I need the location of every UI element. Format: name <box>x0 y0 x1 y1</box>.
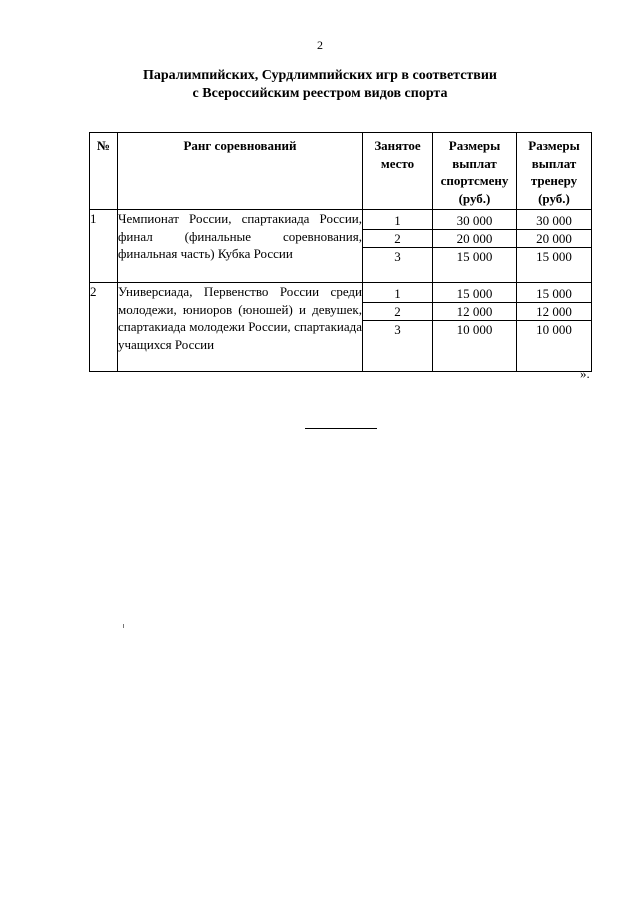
coach-amount: 30 000 <box>517 212 591 230</box>
title-line-1: Паралимпийских, Сурдлимпийских игр в соответствии <box>142 68 498 83</box>
table-row <box>90 210 592 283</box>
athlete-amount: 12 000 <box>433 303 516 321</box>
place-value: 2 <box>363 303 432 321</box>
place-value: 1 <box>363 285 432 303</box>
scan-speck <box>123 624 124 628</box>
coach-amount: 12 000 <box>517 303 591 321</box>
header-num: № <box>90 133 118 210</box>
coach-amount: 20 000 <box>517 230 591 248</box>
row-num: 1 <box>90 210 118 283</box>
place-cell <box>363 210 433 283</box>
athlete-amount: 15 000 <box>456 249 493 264</box>
end-divider <box>305 428 377 429</box>
header-athlete: Размеры выплат спортсмену (руб.) <box>433 133 517 210</box>
table-row <box>90 283 592 372</box>
coach-amount: 10 000 <box>536 322 572 337</box>
athlete-cell <box>433 210 517 283</box>
rank-text: Универсиада, Первенство России среди молодежи, юниоров (юношей) и девушек, спартакиада молодежи России, спартакиада учащихся России <box>118 284 362 352</box>
coach-cell <box>517 283 592 372</box>
athlete-amount: 10 000 <box>456 322 493 337</box>
place-cell <box>363 283 433 372</box>
title-line-2: с Всероссийским реестром видов спорта <box>192 86 448 101</box>
row-num: 2 <box>90 283 118 372</box>
place-value: 3 <box>394 322 401 337</box>
page-number: 2 <box>317 38 323 52</box>
row-rank <box>118 210 363 283</box>
athlete-amount: 15 000 <box>433 285 516 303</box>
coach-amount: 15 000 <box>517 285 591 303</box>
place-value: 3 <box>394 249 401 264</box>
table-header-row <box>90 133 592 210</box>
closing-quote: ». <box>580 366 590 381</box>
athlete-amount: 20 000 <box>433 230 516 248</box>
coach-amount: 15 000 <box>536 249 572 264</box>
awards-table <box>89 132 592 372</box>
header-place: Занятое место <box>363 133 433 210</box>
place-value: 2 <box>363 230 432 248</box>
coach-cell <box>517 210 592 283</box>
athlete-cell <box>433 283 517 372</box>
place-value: 1 <box>363 212 432 230</box>
header-rank: Ранг соревнований <box>118 133 363 210</box>
document-title <box>0 67 640 103</box>
row-rank <box>118 283 363 372</box>
rank-text: Чемпионат России, спартакиада России, финал (финальные соревнования, финальная часть) Кубка России <box>118 211 362 261</box>
athlete-amount: 30 000 <box>433 212 516 230</box>
header-coach: Размеры выплат тренеру (руб.) <box>517 133 592 210</box>
